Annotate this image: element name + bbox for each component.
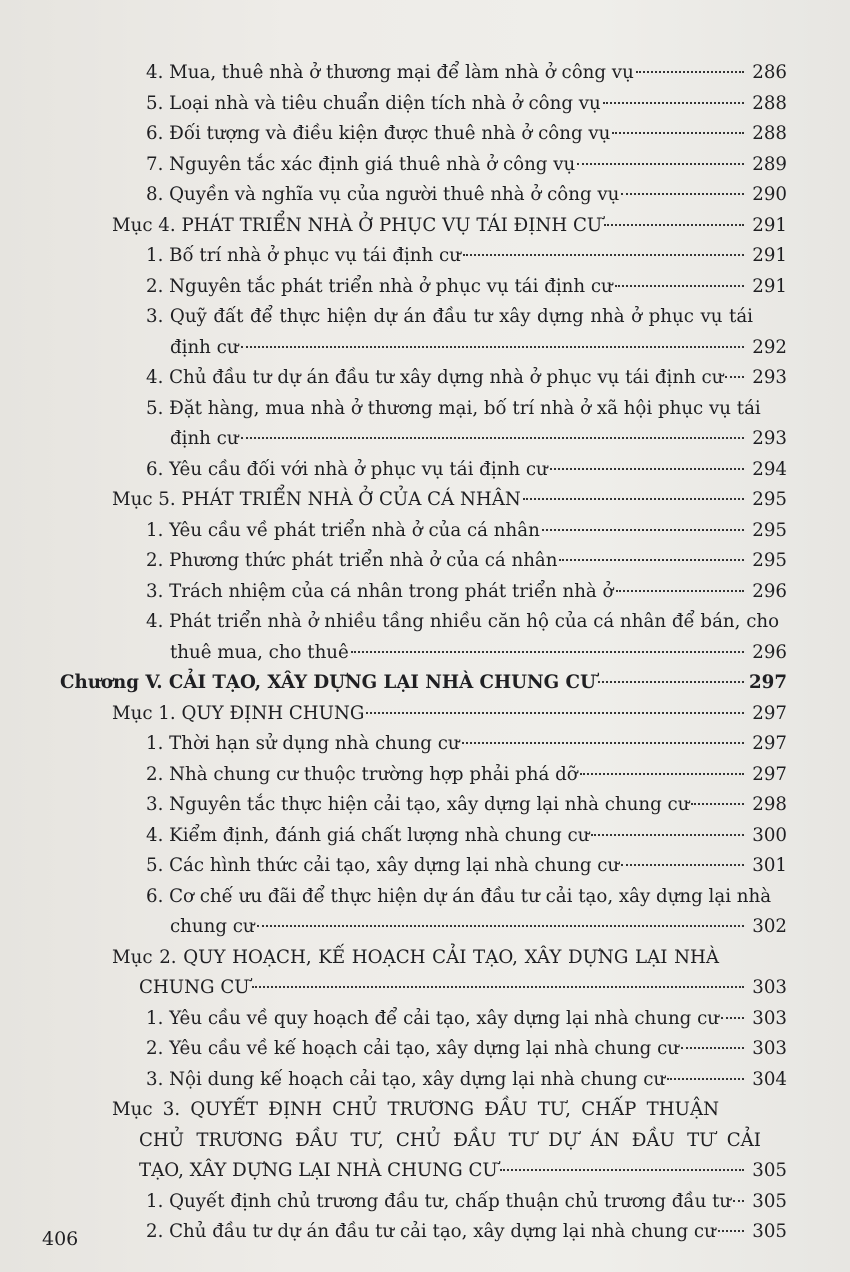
dot-leader <box>598 681 744 683</box>
toc-page-number: 303 <box>752 1038 787 1059</box>
toc-entry-title: 3. Quỹ đất để thực hiện dự án đầu tư xây dựng nhà ở phục vụ tái <box>146 306 753 327</box>
toc-page-number: 288 <box>752 123 787 144</box>
toc-item-entry <box>146 1217 787 1248</box>
dot-leader <box>636 71 744 73</box>
dot-leader <box>718 1230 744 1232</box>
toc-entry-title: 8. Quyền và nghĩa vụ của người thuê nhà ở công vụ <box>146 184 620 205</box>
toc-item-entry <box>146 790 787 821</box>
toc-page-number: 290 <box>752 184 787 205</box>
toc-item-entry <box>146 1187 787 1218</box>
toc-section-entry <box>112 485 787 516</box>
toc-page-number: 296 <box>752 580 787 602</box>
dot-leader <box>462 742 744 744</box>
toc-page-number: 297 <box>752 702 787 724</box>
toc-entry-title: 2. Chủ đầu tư dự án đầu tư cải tạo, xây dựng lại nhà chung cư <box>146 1221 716 1242</box>
toc-entry-title: 3. Nội dung kế hoạch cải tạo, xây dựng lại nhà chung cư <box>146 1068 666 1090</box>
toc-entry-title: 1. Yêu cầu về phát triển nhà ở của cá nhân <box>146 519 540 541</box>
dot-leader <box>463 254 744 256</box>
toc-page-number: 301 <box>752 855 787 876</box>
dot-leader <box>621 864 744 866</box>
dot-leader <box>550 468 744 470</box>
toc-entry-title: 5. Các hình thức cải tạo, xây dựng lại nhà chung cư <box>146 855 620 876</box>
toc-entry-title: 4. Kiểm định, đánh giá chất lượng nhà chung cư <box>146 824 590 846</box>
toc-item-entry <box>146 1034 787 1065</box>
toc-entry-title: 4. Mua, thuê nhà ở thương mại để làm nhà ở công vụ <box>146 62 634 83</box>
toc-page-number: 289 <box>752 153 787 175</box>
toc-item-entry <box>146 546 787 577</box>
dot-leader <box>523 498 744 500</box>
dot-leader <box>616 590 744 592</box>
toc-item-entry <box>146 729 787 760</box>
dot-leader <box>257 925 744 927</box>
toc-item-entry <box>146 607 787 668</box>
toc-entry-title: 1. Yêu cầu về quy hoạch để cải tạo, xây dựng lại nhà chung cư <box>146 1007 720 1029</box>
dot-leader <box>725 376 744 378</box>
dot-leader <box>351 651 744 653</box>
toc-page-number: 295 <box>752 519 787 541</box>
dot-leader <box>366 712 744 714</box>
toc-item-entry <box>146 241 787 272</box>
toc-page-number: 303 <box>752 977 787 998</box>
dot-leader <box>241 346 744 348</box>
toc-item-entry <box>146 760 787 791</box>
dot-leader <box>252 986 744 988</box>
toc-item-entry <box>146 1065 787 1096</box>
toc-entry-title: Mục 4. PHÁT TRIỂN NHÀ Ở PHỤC VỤ TÁI ĐỊNH CƯ <box>112 214 603 236</box>
toc-page-number: 294 <box>752 458 787 480</box>
toc-page-number: 291 <box>752 245 787 266</box>
toc-item-entry <box>146 1004 787 1035</box>
toc-section-entry <box>112 699 787 730</box>
dot-leader <box>580 773 744 775</box>
toc-entry-title: TẠO, XÂY DỰNG LẠI NHÀ CHUNG CƯ <box>139 1160 498 1181</box>
toc-entry-title-continued: CHỦ TRƯƠNG ĐẦU TƯ, CHỦ ĐẦU TƯ DỰ ÁN ĐẦU TƯ CẢI <box>139 1129 761 1151</box>
toc-section-entry <box>112 943 787 1004</box>
toc-page-number: 293 <box>752 428 787 449</box>
toc-entry-title: 1. Thời hạn sử dụng nhà chung cư <box>146 733 460 754</box>
dot-leader <box>681 1047 744 1049</box>
toc-entry-title: 5. Loại nhà và tiêu chuẩn diện tích nhà ở công vụ <box>146 92 601 114</box>
toc-page-number: 297 <box>752 733 787 754</box>
toc-entry-title: 3. Nguyên tắc thực hiện cải tạo, xây dựng lại nhà chung cư <box>146 794 690 815</box>
toc-item-entry <box>146 58 787 89</box>
toc-page-number: 297 <box>749 672 787 693</box>
toc-page-number: 302 <box>752 916 787 937</box>
toc-entry-title: 2. Phương thức phát triển nhà ở của cá nhân <box>146 550 558 571</box>
toc-page-number: 305 <box>752 1190 787 1212</box>
toc-entry-title: Mục 2. QUY HOẠCH, KẾ HOẠCH CẢI TẠO, XÂY DỰNG LẠI NHÀ <box>112 946 719 968</box>
toc-item-entry <box>146 180 787 211</box>
toc-entry-title: Mục 5. PHÁT TRIỂN NHÀ Ở CỦA CÁ NHÂN <box>112 489 521 510</box>
toc-item-entry <box>146 363 787 394</box>
dot-leader <box>603 102 744 104</box>
toc-entry-title: Mục 1. QUY ĐỊNH CHUNG <box>112 702 365 724</box>
dot-leader <box>612 132 744 134</box>
toc-chapter-entry <box>60 668 787 699</box>
toc-section-entry <box>112 211 787 242</box>
toc-page-number: 291 <box>752 214 787 236</box>
toc-entry-title: 5. Đặt hàng, mua nhà ở thương mại, bố trí nhà ở xã hội phục vụ tái <box>146 397 761 419</box>
toc-page-number: 304 <box>752 1068 787 1090</box>
dot-leader <box>577 163 744 165</box>
dot-leader <box>621 193 744 195</box>
toc-entry-title: 4. Phát triển nhà ở nhiều tầng nhiều căn hộ của cá nhân để bán, cho <box>146 611 780 632</box>
toc-page-number: 295 <box>752 550 787 571</box>
table-of-contents <box>0 58 850 1248</box>
toc-section-entry <box>112 1095 787 1187</box>
toc-page-number: 297 <box>752 763 787 785</box>
toc-item-entry <box>146 577 787 608</box>
toc-entry-title: Chương V. CẢI TẠO, XÂY DỰNG LẠI NHÀ CHUNG CƯ <box>60 672 596 693</box>
dot-leader <box>604 224 744 226</box>
toc-item-entry <box>146 150 787 181</box>
toc-entry-title: thuê mua, cho thuê <box>170 641 349 663</box>
toc-entry-title: CHUNG CƯ <box>139 977 250 998</box>
toc-item-entry <box>146 882 787 943</box>
toc-entry-title: định cư <box>170 336 239 358</box>
dot-leader <box>615 285 744 287</box>
toc-entry-title: 2. Nguyên tắc phát triển nhà ở phục vụ tái định cư <box>146 275 613 297</box>
toc-page-number: 305 <box>752 1160 787 1181</box>
toc-entry-title: 6. Yêu cầu đối với nhà ở phục vụ tái định cư <box>146 458 548 480</box>
toc-page-number: 305 <box>752 1221 787 1242</box>
toc-entry-title: 7. Nguyên tắc xác định giá thuê nhà ở công vụ <box>146 153 576 175</box>
toc-item-entry <box>146 455 787 486</box>
toc-page-number: 286 <box>752 62 787 83</box>
toc-entry-title: 6. Đối tượng và điều kiện được thuê nhà ở công vụ <box>146 123 611 144</box>
toc-item-entry <box>146 89 787 120</box>
toc-item-entry <box>146 302 787 363</box>
toc-entry-title: 2. Yêu cầu về kế hoạch cải tạo, xây dựng lại nhà chung cư <box>146 1038 679 1059</box>
toc-entry-title: 1. Quyết định chủ trương đầu tư, chấp thuận chủ trương đầu tư <box>146 1190 732 1212</box>
toc-entry-title: 3. Trách nhiệm của cá nhân trong phát triển nhà ở <box>146 580 614 602</box>
toc-entry-title: 2. Nhà chung cư thuộc trường hợp phải phá dỡ <box>146 763 578 785</box>
toc-page-number: 300 <box>752 824 787 846</box>
toc-page-number: 303 <box>752 1007 787 1029</box>
toc-page-number: 296 <box>752 641 787 663</box>
toc-item-entry <box>146 394 787 455</box>
toc-page-number: 292 <box>752 336 787 358</box>
toc-item-entry <box>146 272 787 303</box>
toc-page-number: 295 <box>752 489 787 510</box>
toc-page-number: 291 <box>752 275 787 297</box>
dot-leader <box>241 437 744 439</box>
dot-leader <box>667 1078 744 1080</box>
toc-entry-title: định cư <box>170 428 239 449</box>
toc-item-entry <box>146 516 787 547</box>
toc-entry-title: 6. Cơ chế ưu đãi để thực hiện dự án đầu tư cải tạo, xây dựng lại nhà <box>146 885 772 907</box>
toc-entry-title: chung cư <box>170 916 255 937</box>
toc-entry-title: 4. Chủ đầu tư dự án đầu tư xây dựng nhà ở phục vụ tái định cư <box>146 367 724 388</box>
dot-leader <box>542 529 744 531</box>
dot-leader <box>500 1169 744 1171</box>
toc-page-number: 293 <box>752 367 787 388</box>
dot-leader <box>691 803 744 805</box>
dot-leader <box>559 559 744 561</box>
toc-entry-title: 1. Bố trí nhà ở phục vụ tái định cư <box>146 245 461 266</box>
dot-leader <box>733 1200 744 1202</box>
page-number: 406 <box>42 1228 79 1250</box>
toc-item-entry <box>146 821 787 852</box>
toc-page-number: 298 <box>752 794 787 815</box>
dot-leader <box>721 1017 744 1019</box>
toc-page-number: 288 <box>752 92 787 114</box>
dot-leader <box>591 834 744 836</box>
toc-item-entry <box>146 851 787 882</box>
toc-item-entry <box>146 119 787 150</box>
toc-entry-title: Mục 3. QUYẾT ĐỊNH CHỦ TRƯƠNG ĐẦU TƯ, CHẤP THUẬN <box>112 1099 719 1120</box>
